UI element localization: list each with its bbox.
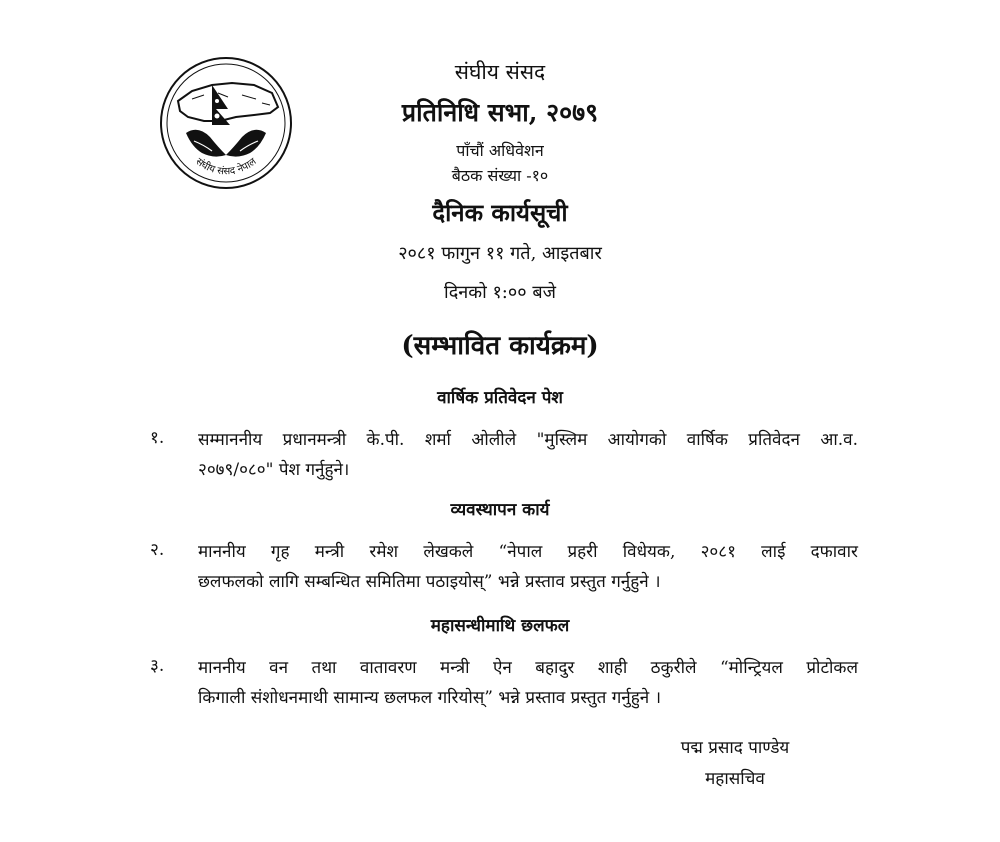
header-meeting-number: बैठक संख्या -१० <box>451 166 549 185</box>
agenda-item-number: २. <box>150 540 165 560</box>
agenda-item-line: २०७९/०८०" पेश गर्नुहुने। <box>198 460 350 480</box>
header-subtitle: (सम्भावित कार्यक्रम) <box>401 331 599 361</box>
section-heading-annual-report: वार्षिक प्रतिवेदन पेश <box>437 388 563 408</box>
header-date: २०८१ फागुन ११ गते, आइतबार <box>398 243 602 264</box>
header-time: दिनको १:०० बजे <box>444 282 556 303</box>
agenda-item-line: सम्माननीय प्रधानमन्त्री के.पी. शर्मा ओलीले "मुस्लिम आयोगको वार्षिक प्रतिवेदन आ.व. <box>198 430 858 450</box>
signatory-title: महासचिव <box>705 769 765 789</box>
agenda-item-line: छलफलको लागि सम्बन्धित समितिमा पठाइयोस्” भन्ने प्रस्ताव प्रस्तुत गर्नुहुने । <box>198 572 661 592</box>
agenda-item-text <box>198 653 858 713</box>
agenda-item-number: ३. <box>150 656 165 676</box>
agenda-item-text <box>198 537 858 597</box>
agenda-item-line: किगाली संशोधनमाथी सामान्य छलफल गरियोस्” भन्ने प्रस्ताव प्रस्तुत गर्नुहुने । <box>198 688 662 708</box>
signatory-name: पद्म प्रसाद पाण्डेय <box>680 738 790 758</box>
emblem-text: संघीय संसद नेपाल <box>193 156 259 178</box>
header-parliament: संघीय संसद <box>454 60 546 84</box>
header-house: प्रतिनिधि सभा, २०७९ <box>401 98 599 127</box>
agenda-item-number: १. <box>150 428 165 448</box>
agenda-item-line: माननीय वन तथा वातावरण मन्त्री ऐन बहादुर शाही ठकुरीले “मोन्ट्रियल प्रोटोकल <box>198 658 858 678</box>
agenda-item-line: माननीय गृह मन्त्री रमेश लेखकले “नेपाल प्रहरी विधेयक, २०८१ लाई दफावार <box>198 542 858 562</box>
section-heading-legislation: व्यवस्थापन कार्य <box>450 500 550 520</box>
page-title: दैनिक कार्यसूची <box>432 198 568 227</box>
agenda-item-text <box>198 425 858 485</box>
header-session: पाँचौं अधिवेशन <box>456 141 544 160</box>
section-heading-convention: महासन्धीमाथि छलफल <box>430 616 570 636</box>
